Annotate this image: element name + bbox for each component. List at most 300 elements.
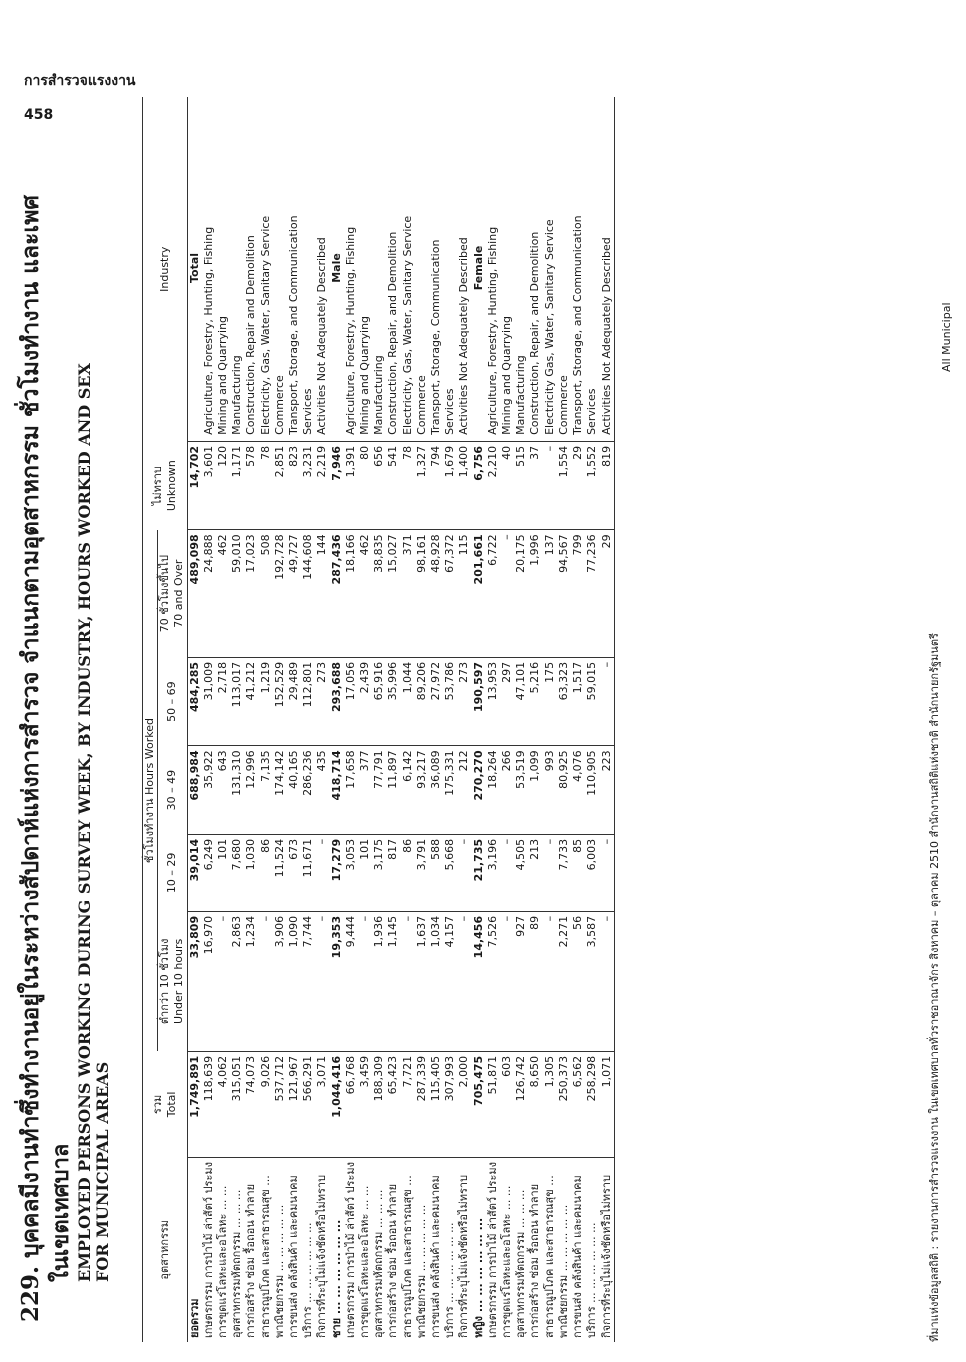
cell-h50-69: 41,212 [244,657,258,745]
cell-under10: 1,034 [429,911,443,1051]
cell-unknown: 120 [216,441,230,529]
cell-h10-29: 85 [571,834,585,911]
row-industry-eng: Agriculture, Forestry, Hunting, Fishing [486,97,500,441]
cell-h10-29: 101 [358,834,372,911]
table-row [244,97,258,1342]
table-row [230,97,244,1342]
cell-over70: 67,372 [443,530,457,658]
cell-h10-29: – [543,834,557,911]
cell-total: 4,062 [216,1051,230,1157]
table-row [600,97,615,1342]
cell-total: 7,721 [401,1051,415,1157]
cell-unknown: 1,400 [457,441,471,529]
row-industry-thai: บริการ ... ... ... ... ... ... [443,1222,457,1338]
cell-under10: 89 [528,911,542,1051]
cell-unknown: 78 [259,441,273,529]
cell-h30-49: 53,519 [514,746,528,834]
cell-total: 537,712 [273,1051,287,1157]
cell-over70: 201,661 [472,530,486,658]
cell-h50-69: 273 [315,657,329,745]
cell-total: 1,305 [543,1051,557,1157]
cell-total: 2,000 [457,1051,471,1157]
row-industry-thai: สาธารณูปโภค และสาธารณสุข ... [258,1175,272,1338]
cell-over70: 49,727 [287,530,301,658]
row-industry-thai: การก่อสร้าง ซ่อม รื้อถอน ทำลาย [386,1183,400,1338]
row-industry-eng: Transport, Storage, and Communication [571,97,585,441]
table-row [386,97,400,1342]
cell-total: 126,742 [514,1051,528,1157]
cell-h50-69: 65,916 [372,657,386,745]
row-industry-eng: Agriculture, Forestry, Hunting, Fishing [202,97,216,441]
cell-total: 9,026 [259,1051,273,1157]
cell-total: 566,291 [301,1051,315,1157]
cell-h50-69: 89,206 [415,657,429,745]
row-industry-thai: ชาย ... ... ... ... ... ... [329,1219,343,1338]
cell-total: 188,309 [372,1051,386,1157]
cell-h10-29: 17,279 [330,834,344,911]
row-industry-eng: Agriculture, Forestry, Hunting, Fishing [344,97,358,441]
table-row [358,97,372,1342]
cell-h10-29: – [600,834,615,911]
cell-h50-69: 2,439 [358,657,372,745]
cell-h50-69: 1,044 [401,657,415,745]
cell-h10-29: 3,175 [372,834,386,911]
cell-total: 315,051 [230,1051,244,1157]
row-industry-thai: กิจการที่ระบุไม่แจ้งชัดหรือไม่ทราบ [315,1174,329,1338]
cell-h10-29: 3,053 [344,834,358,911]
cell-h50-69: 175 [543,657,557,745]
title-english-line2: FOR MUNICIPAL AREAS [93,1061,112,1282]
cell-under10: 16,970 [202,911,216,1051]
cell-total: 6,562 [571,1051,585,1157]
cell-unknown: 1,552 [585,441,599,529]
cell-h10-29: – [457,834,471,911]
cell-h10-29: 588 [429,834,443,911]
row-industry-eng: Commerce [557,97,571,441]
cell-h10-29: 86 [259,834,273,911]
cell-over70: 192,728 [273,530,287,658]
col-30-49: 30 – 49 [158,746,187,834]
cell-over70: 98,161 [415,530,429,658]
cell-h30-49: 36,089 [429,746,443,834]
cell-over70: 137 [543,530,557,658]
col-50-69: 50 – 69 [158,657,187,745]
cell-unknown: 1,327 [415,441,429,529]
cell-under10: 1,145 [386,911,400,1051]
cell-h50-69: 63,323 [557,657,571,745]
cell-under10: 7,744 [301,911,315,1051]
cell-under10: 2,863 [230,911,244,1051]
cell-under10: 56 [571,911,585,1051]
row-industry-eng: Commerce [273,97,287,441]
table-row [301,97,315,1342]
row-industry-thai: การก่อสร้าง ซ่อม รื้อถอน ทำลาย [244,1183,258,1338]
cell-h30-49: 12,996 [244,746,258,834]
cell-total: 3,459 [358,1051,372,1157]
footnote-source: ที่มาแห่งข้อมูลสถิติ : รายงานการสำรวจแรงงาน ในเขตเทศบาลทั่วราชอาณาจักร สิงหาคม – ตุลาคม 2510 สำนักงานสถิติแห่งชาติ สำนักนายกรัฐมนตรี [928,633,941,1342]
cell-under10: 7,526 [486,911,500,1051]
row-industry-eng: Total [187,97,202,441]
row-industry-eng: Construction, Repair and Demolition [244,97,258,441]
cell-unknown: 2,210 [486,441,500,529]
cell-over70: 508 [259,530,273,658]
cell-h10-29: 39,014 [187,834,202,911]
cell-total: 74,073 [244,1051,258,1157]
cell-h30-49: 131,310 [230,746,244,834]
cell-h50-69: 293,688 [330,657,344,745]
col-industry-eng: Industry [143,97,188,441]
page-number: 458 [24,107,54,123]
employment-table [142,97,615,1342]
row-industry-eng: Mining and Quarrying [216,97,230,441]
cell-under10: 3,906 [273,911,287,1051]
table-row [585,97,599,1342]
cell-over70: 462 [358,530,372,658]
row-industry-thai: พาณิชยกรรม ... ... ... ... ... [414,1204,428,1338]
cell-h50-69: 113,017 [230,657,244,745]
cell-h50-69: 29,489 [287,657,301,745]
cell-unknown: 78 [401,441,415,529]
cell-h30-49: 212 [457,746,471,834]
row-industry-thai: อุตสาหกรรมหัตถกรรม ... ... ... [372,1189,386,1338]
cell-unknown: 541 [386,441,400,529]
cell-h10-29: 101 [216,834,230,911]
cell-unknown: 37 [528,441,542,529]
row-industry-thai: สาธารณูปโภค และสาธารณสุข ... [400,1175,414,1338]
cell-unknown: 80 [358,441,372,529]
cell-total: 603 [500,1051,514,1157]
table-row [415,97,429,1342]
cell-over70: 17,023 [244,530,258,658]
cell-under10: – [259,911,273,1051]
cell-h10-29: 4,505 [514,834,528,911]
cell-over70: 77,236 [585,530,599,658]
cell-h10-29: 673 [287,834,301,911]
cell-h30-49: 17,658 [344,746,358,834]
cell-total: 115,405 [429,1051,443,1157]
cell-h50-69: 190,597 [472,657,486,745]
cell-h30-49: 993 [543,746,557,834]
cell-over70: 799 [571,530,585,658]
col-70-over: 70 ชั่วโมงขึ้นไป 70 and Over [158,530,187,658]
row-industry-eng: Manufacturing [230,97,244,441]
cell-total: 65,423 [386,1051,400,1157]
row-industry-eng: Electricity Gas, Water, Sanitary Service [543,97,557,441]
cell-h10-29: 5,668 [443,834,457,911]
table-row [500,97,514,1342]
cell-h30-49: 11,897 [386,746,400,834]
cell-h30-49: 286,236 [301,746,315,834]
cell-over70: 1,996 [528,530,542,658]
cell-h30-49: 77,791 [372,746,386,834]
cell-h30-49: 270,270 [472,746,486,834]
cell-over70: 462 [216,530,230,658]
row-industry-thai: การขุดแร่โลหะและอโลหะ ... ... [216,1185,230,1338]
row-industry-thai: อุตสาหกรรมหัตถกรรม ... ... ... [230,1189,244,1338]
col-industry-thai: อุตสาหกรรม [143,1158,188,1343]
header-thai: การสำรวจแรงงาน [24,73,136,89]
cell-unknown: 29 [571,441,585,529]
cell-under10: 1,090 [287,911,301,1051]
cell-h10-29: 7,680 [230,834,244,911]
cell-over70: 115 [457,530,471,658]
row-industry-eng: Activities Not Adequately Described [600,97,615,441]
row-industry-eng: Electricity, Gas, Water, Sanitary Service [401,97,415,441]
cell-h10-29: – [500,834,514,911]
cell-h30-49: 6,142 [401,746,415,834]
cell-total: 307,993 [443,1051,457,1157]
row-industry-thai: การขุดแร่โลหะและอโลหะ ... ... [500,1185,514,1338]
cell-under10: 33,809 [187,911,202,1051]
cell-under10: 927 [514,911,528,1051]
row-industry-thai: กิจการที่ระบุไม่แจ้งชัดหรือไม่ทราบ [600,1158,615,1343]
row-industry-eng: Manufacturing [372,97,386,441]
cell-over70: 38,835 [372,530,386,658]
cell-h10-29: 6,003 [585,834,599,911]
row-industry-eng: Transport, Storage, Communication [429,97,443,441]
table-row [543,97,557,1342]
cell-under10: 3,587 [585,911,599,1051]
cell-total: 258,298 [585,1051,599,1157]
cell-unknown: 1,391 [344,441,358,529]
row-industry-eng: Male [330,97,344,441]
row-industry-thai: เกษตรกรรม การป่าไม้ ล่าสัตว์ ประมง [485,1162,499,1338]
row-industry-eng: Female [472,97,486,441]
cell-over70: 371 [401,530,415,658]
table-row [472,97,486,1342]
row-industry-thai: หญิง ... ... ... ... ... ... [471,1217,485,1338]
cell-under10: – [500,911,514,1051]
cell-h50-69: 53,786 [443,657,457,745]
table-row [216,97,230,1342]
cell-h10-29: 21,735 [472,834,486,911]
cell-unknown: 7,946 [330,441,344,529]
col-under-10: ต่ำกว่า 10 ชั่วโมง Under 10 hours [158,911,187,1051]
cell-h10-29: 817 [386,834,400,911]
table-row [401,97,415,1342]
cell-h50-69: 112,801 [301,657,315,745]
cell-under10: 19,353 [330,911,344,1051]
cell-total: 121,967 [287,1051,301,1157]
row-industry-thai: การก่อสร้าง ซ่อม รื้อถอน ทำลาย [528,1183,542,1338]
cell-over70: – [500,530,514,658]
cell-under10: – [216,911,230,1051]
cell-over70: 94,567 [557,530,571,658]
cell-total: 1,749,891 [187,1051,202,1157]
cell-total: 66,768 [344,1051,358,1157]
row-industry-thai: เกษตรกรรม การป่าไม้ ล่าสัตว์ ประมง [343,1162,357,1338]
row-industry-eng: Services [443,97,457,441]
cell-h50-69: 17,056 [344,657,358,745]
table-row [315,97,329,1342]
cell-unknown: 794 [429,441,443,529]
cell-unknown: 2,219 [315,441,329,529]
table-title-block [16,32,112,1322]
cell-h10-29: 3,791 [415,834,429,911]
cell-h30-49: 7,135 [259,746,273,834]
cell-h50-69: 2,718 [216,657,230,745]
cell-under10: – [600,911,615,1051]
row-industry-thai: บริการ ... ... ... ... ... ... [301,1222,315,1338]
cell-over70: 144,608 [301,530,315,658]
cell-unknown: 40 [500,441,514,529]
cell-under10: 2,271 [557,911,571,1051]
cell-over70: 29 [600,530,615,658]
cell-under10: – [358,911,372,1051]
cell-h30-49: 643 [216,746,230,834]
row-industry-thai: ยอดรวม [187,1298,201,1338]
row-industry-thai: พาณิชยกรรม ... ... ... ... ... [272,1204,286,1338]
row-industry-thai: สาธารณูปโภค และสาธารณสุข ... [542,1175,556,1338]
cell-unknown: 578 [244,441,258,529]
cell-under10: – [457,911,471,1051]
row-industry-eng: Construction, Repair, and Demolition [386,97,400,441]
cell-h50-69: 1,517 [571,657,585,745]
col-unknown: ไม่ทราบ Unknown [143,441,188,529]
cell-over70: 48,928 [429,530,443,658]
row-industry-eng: Mining and Quarrying [358,97,372,441]
cell-h50-69: 35,996 [386,657,400,745]
row-industry-thai: บริการ ... ... ... ... ... ... [585,1222,599,1338]
title-thai-line1: 229. บุคคลมีงานทำซึ่งทำงานอยู่ในระหว่างสัปดาห์แห่งการสำรวจ จำแนกตามอุตสาหกรรม ชั่วโมงทำงาน และเพศ [17,195,44,1322]
cell-h10-29: 1,030 [244,834,258,911]
cell-total: 705,475 [472,1051,486,1157]
row-industry-thai: อุตสาหกรรมหัตถกรรม ... ... ... [514,1189,528,1338]
col-total: รวม Total [143,1051,188,1157]
cell-h10-29: 11,671 [301,834,315,911]
row-industry-thai: การขนส่ง คลังสินค้า และคมนาคม [571,1175,585,1338]
row-industry-eng: Mining and Quarrying [500,97,514,441]
row-industry-eng: Services [301,97,315,441]
cell-h10-29: 3,196 [486,834,500,911]
cell-over70: 24,888 [202,530,216,658]
cell-unknown: 1,679 [443,441,457,529]
cell-over70: 20,175 [514,530,528,658]
footnote-english: All Municipal [940,302,953,372]
row-industry-thai: การขุดแร่โลหะและอโลหะ ... ... [358,1185,372,1338]
cell-under10: – [543,911,557,1051]
title-thai-line2: ในเขตเทศบาล [48,1143,74,1282]
cell-total: 51,871 [486,1051,500,1157]
cell-over70: 6,722 [486,530,500,658]
cell-over70: 144 [315,530,329,658]
cell-unknown: 2,851 [273,441,287,529]
table-row [557,97,571,1342]
row-industry-thai: การขนส่ง คลังสินค้า และคมนาคม [429,1175,443,1338]
cell-h30-49: 35,922 [202,746,216,834]
col-10-29: 10 – 29 [158,834,187,911]
cell-total: 3,071 [315,1051,329,1157]
cell-h10-29: – [315,834,329,911]
row-industry-eng: Transport, Storage, and Communication [287,97,301,441]
cell-h50-69: 1,219 [259,657,273,745]
cell-unknown: 823 [287,441,301,529]
cell-under10: 1,234 [244,911,258,1051]
cell-unknown: 1,554 [557,441,571,529]
cell-unknown: 6,756 [472,441,486,529]
cell-unknown: 3,601 [202,441,216,529]
cell-total: 8,650 [528,1051,542,1157]
row-industry-thai: กิจการที่ระบุไม่แจ้งชัดหรือไม่ทราบ [457,1174,471,1338]
row-industry-eng: Activities Not Adequately Described [315,97,329,441]
cell-h50-69: 484,285 [187,657,202,745]
cell-h30-49: 110,905 [585,746,599,834]
table-row [187,97,202,1342]
table-row [287,97,301,1342]
cell-h10-29: 86 [401,834,415,911]
row-industry-eng: Electricity, Gas, Water, Sanitary Service [259,97,273,441]
cell-unknown: 656 [372,441,386,529]
table-body [187,97,614,1342]
cell-unknown: – [543,441,557,529]
table-row [528,97,542,1342]
cell-total: 287,339 [415,1051,429,1157]
cell-h30-49: 80,925 [557,746,571,834]
table-row [514,97,528,1342]
cell-h30-49: 688,984 [187,746,202,834]
cell-h50-69: – [600,657,615,745]
cell-unknown: 515 [514,441,528,529]
cell-h50-69: 27,972 [429,657,443,745]
cell-h50-69: 47,101 [514,657,528,745]
cell-under10: 1,936 [372,911,386,1051]
cell-h10-29: 11,524 [273,834,287,911]
row-industry-thai: พาณิชยกรรม ... ... ... ... ... [556,1204,570,1338]
cell-h10-29: 213 [528,834,542,911]
cell-h30-49: 4,076 [571,746,585,834]
cell-total: 1,044,416 [330,1051,344,1157]
cell-h30-49: 1,099 [528,746,542,834]
cell-h50-69: 273 [457,657,471,745]
cell-h50-69: 5,216 [528,657,542,745]
cell-h50-69: 31,009 [202,657,216,745]
row-industry-thai: การขนส่ง คลังสินค้า และคมนาคม [287,1175,301,1338]
cell-h10-29: 6,249 [202,834,216,911]
cell-over70: 15,027 [386,530,400,658]
col-hours-worked-group: ชั่วโมงทำงาน Hours Worked [143,530,158,1051]
title-english-line1: EMPLOYED PERSONS WORKING DURING SURVEY WEEK, BY INDUSTRY, HOURS WORKED AND SEX [75,363,94,1282]
table-row [259,97,273,1342]
cell-h30-49: 18,264 [486,746,500,834]
cell-h30-49: 174,142 [273,746,287,834]
row-industry-eng: Commerce [415,97,429,441]
cell-under10: 1,637 [415,911,429,1051]
cell-total: 118,639 [202,1051,216,1157]
table-row [372,97,386,1342]
row-industry-eng: Services [585,97,599,441]
table-row [202,97,216,1342]
cell-under10: – [315,911,329,1051]
cell-unknown: 1,171 [230,441,244,529]
cell-h30-49: 223 [600,746,615,834]
cell-h10-29: 7,733 [557,834,571,911]
row-industry-eng: Construction, Repair, and Demolition [528,97,542,441]
cell-unknown: 14,702 [187,441,202,529]
table-row [273,97,287,1342]
cell-h30-49: 93,217 [415,746,429,834]
cell-under10: 4,157 [443,911,457,1051]
cell-h30-49: 266 [500,746,514,834]
cell-h30-49: 377 [358,746,372,834]
cell-h30-49: 418,714 [330,746,344,834]
cell-over70: 59,010 [230,530,244,658]
cell-unknown: 3,231 [301,441,315,529]
cell-h30-49: 435 [315,746,329,834]
cell-h50-69: 59,015 [585,657,599,745]
table-row [330,97,344,1342]
table-row [571,97,585,1342]
row-industry-eng: Activities Not Adequately Described [457,97,471,441]
